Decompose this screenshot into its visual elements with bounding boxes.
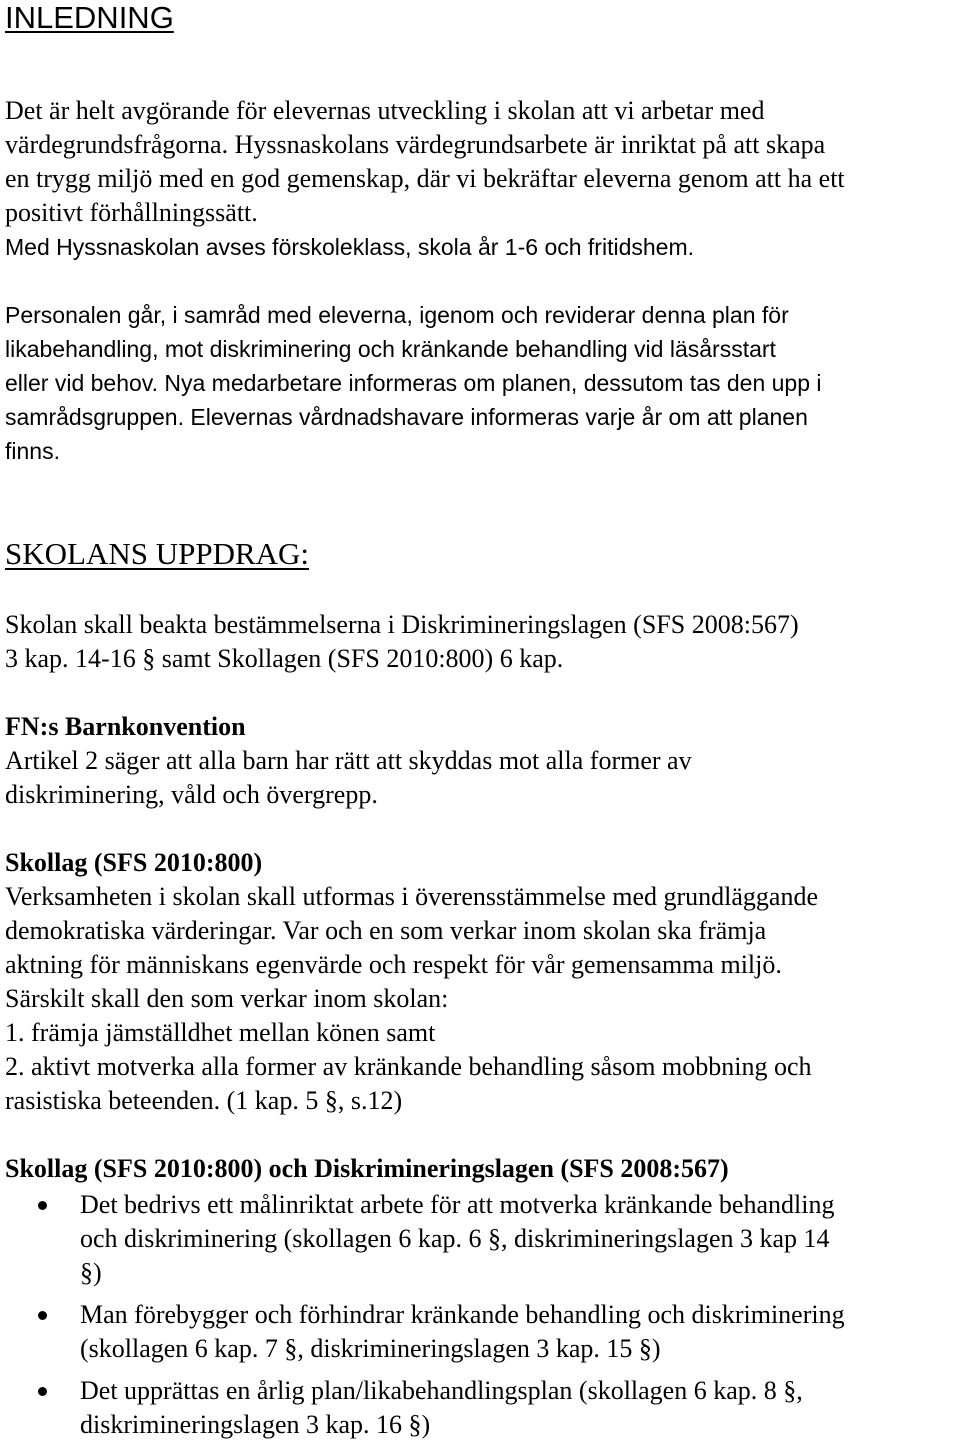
text-line: likabehandling, mot diskriminering och kränkande behandling vid läsårsstart: [5, 336, 776, 362]
text-line: Skolan skall beakta bestämmelserna i Diskrimineringslagen (SFS 2008:567): [5, 610, 799, 639]
text-line: Det upprättas en årlig plan/likabehandlingsplan (skollagen 6 kap. 8 §,: [80, 1376, 803, 1405]
list-item: [0, 1298, 960, 1366]
list-item: [0, 1188, 960, 1290]
text-line: Artikel 2 säger att alla barn har rätt att skyddas mot alla former av: [5, 746, 692, 775]
section-heading-education-act: Skollag (SFS 2010:800): [5, 848, 263, 877]
text-line: §): [80, 1258, 102, 1287]
revision-paragraph: [5, 298, 955, 468]
text-line: aktning för människans egenvärde och respekt för vår gemensamma miljö.: [5, 950, 782, 979]
un-section: [5, 710, 955, 812]
text-line: positivt förhållningssätt.: [5, 198, 258, 227]
list-item: [0, 1374, 960, 1442]
text-line: Det bedrivs ett målinriktat arbete för att motverka kränkande behandling: [80, 1190, 835, 1219]
text-line: 1. främja jämställdhet mellan könen samt: [5, 1018, 436, 1047]
scope-statement: Med Hyssnaskolan avses förskoleklass, skola år 1-6 och fritidshem.: [5, 234, 695, 260]
bullet-list: [0, 1188, 960, 1442]
text-line: (skollagen 6 kap. 7 §, diskrimineringslagen 3 kap. 15 §): [80, 1334, 661, 1363]
mission-paragraph: [5, 608, 955, 676]
text-line: värdegrundsfrågorna. Hyssnaskolans värdegrundsarbete är inriktat på att skapa: [5, 130, 826, 159]
text-line: diskriminering, våld och övergrepp.: [5, 780, 378, 809]
text-line: finns.: [5, 438, 60, 464]
text-line: eller vid behov. Nya medarbetare informeras om planen, dessutom tas den upp i: [5, 370, 822, 396]
text-line: Det är helt avgörande för elevernas utveckling i skolan att vi arbetar med: [5, 96, 765, 125]
text-line: Personalen går, i samråd med eleverna, igenom och reviderar denna plan för: [5, 302, 789, 328]
text-line: Man förebygger och förhindrar kränkande behandling och diskriminering: [80, 1300, 845, 1329]
text-line: diskrimineringslagen 3 kap. 16 §): [80, 1410, 431, 1439]
text-line: Verksamheten i skolan skall utformas i överensstämmelse med grundläggande: [5, 882, 819, 911]
text-line: samrådsgruppen. Elevernas vårdnadshavare informeras varje år om att planen: [5, 404, 808, 430]
text-line: rasistiska beteenden. (1 kap. 5 §, s.12): [5, 1086, 403, 1115]
text-line: en trygg miljö med en god gemenskap, där vi bekräftar eleverna genom att ha ett: [5, 164, 845, 193]
section-heading-mission: SKOLANS UPPDRAG:: [5, 536, 310, 571]
bullet-icon: [38, 1311, 47, 1320]
text-line: 3 kap. 14-16 § samt Skollagen (SFS 2010:800) 6 kap.: [5, 644, 564, 673]
text-line: Särskilt skall den som verkar inom skolan:: [5, 984, 449, 1013]
text-line: demokratiska värderingar. Var och en som verkar inom skolan ska främja: [5, 916, 767, 945]
page-title: INLEDNING: [5, 0, 174, 35]
education-act-section: [5, 846, 955, 1118]
text-line: 2. aktivt motverka alla former av kränkande behandling såsom mobbning och: [5, 1052, 812, 1081]
intro-paragraph: [5, 94, 955, 230]
bullet-icon: [38, 1387, 47, 1396]
section-heading-combined: Skollag (SFS 2010:800) och Diskrimineringslagen (SFS 2008:567): [5, 1154, 729, 1183]
text-line: och diskriminering (skollagen 6 kap. 6 §, diskrimineringslagen 3 kap 14: [80, 1224, 830, 1253]
section-heading-un: FN:s Barnkonvention: [5, 712, 246, 741]
bullet-icon: [38, 1201, 47, 1210]
